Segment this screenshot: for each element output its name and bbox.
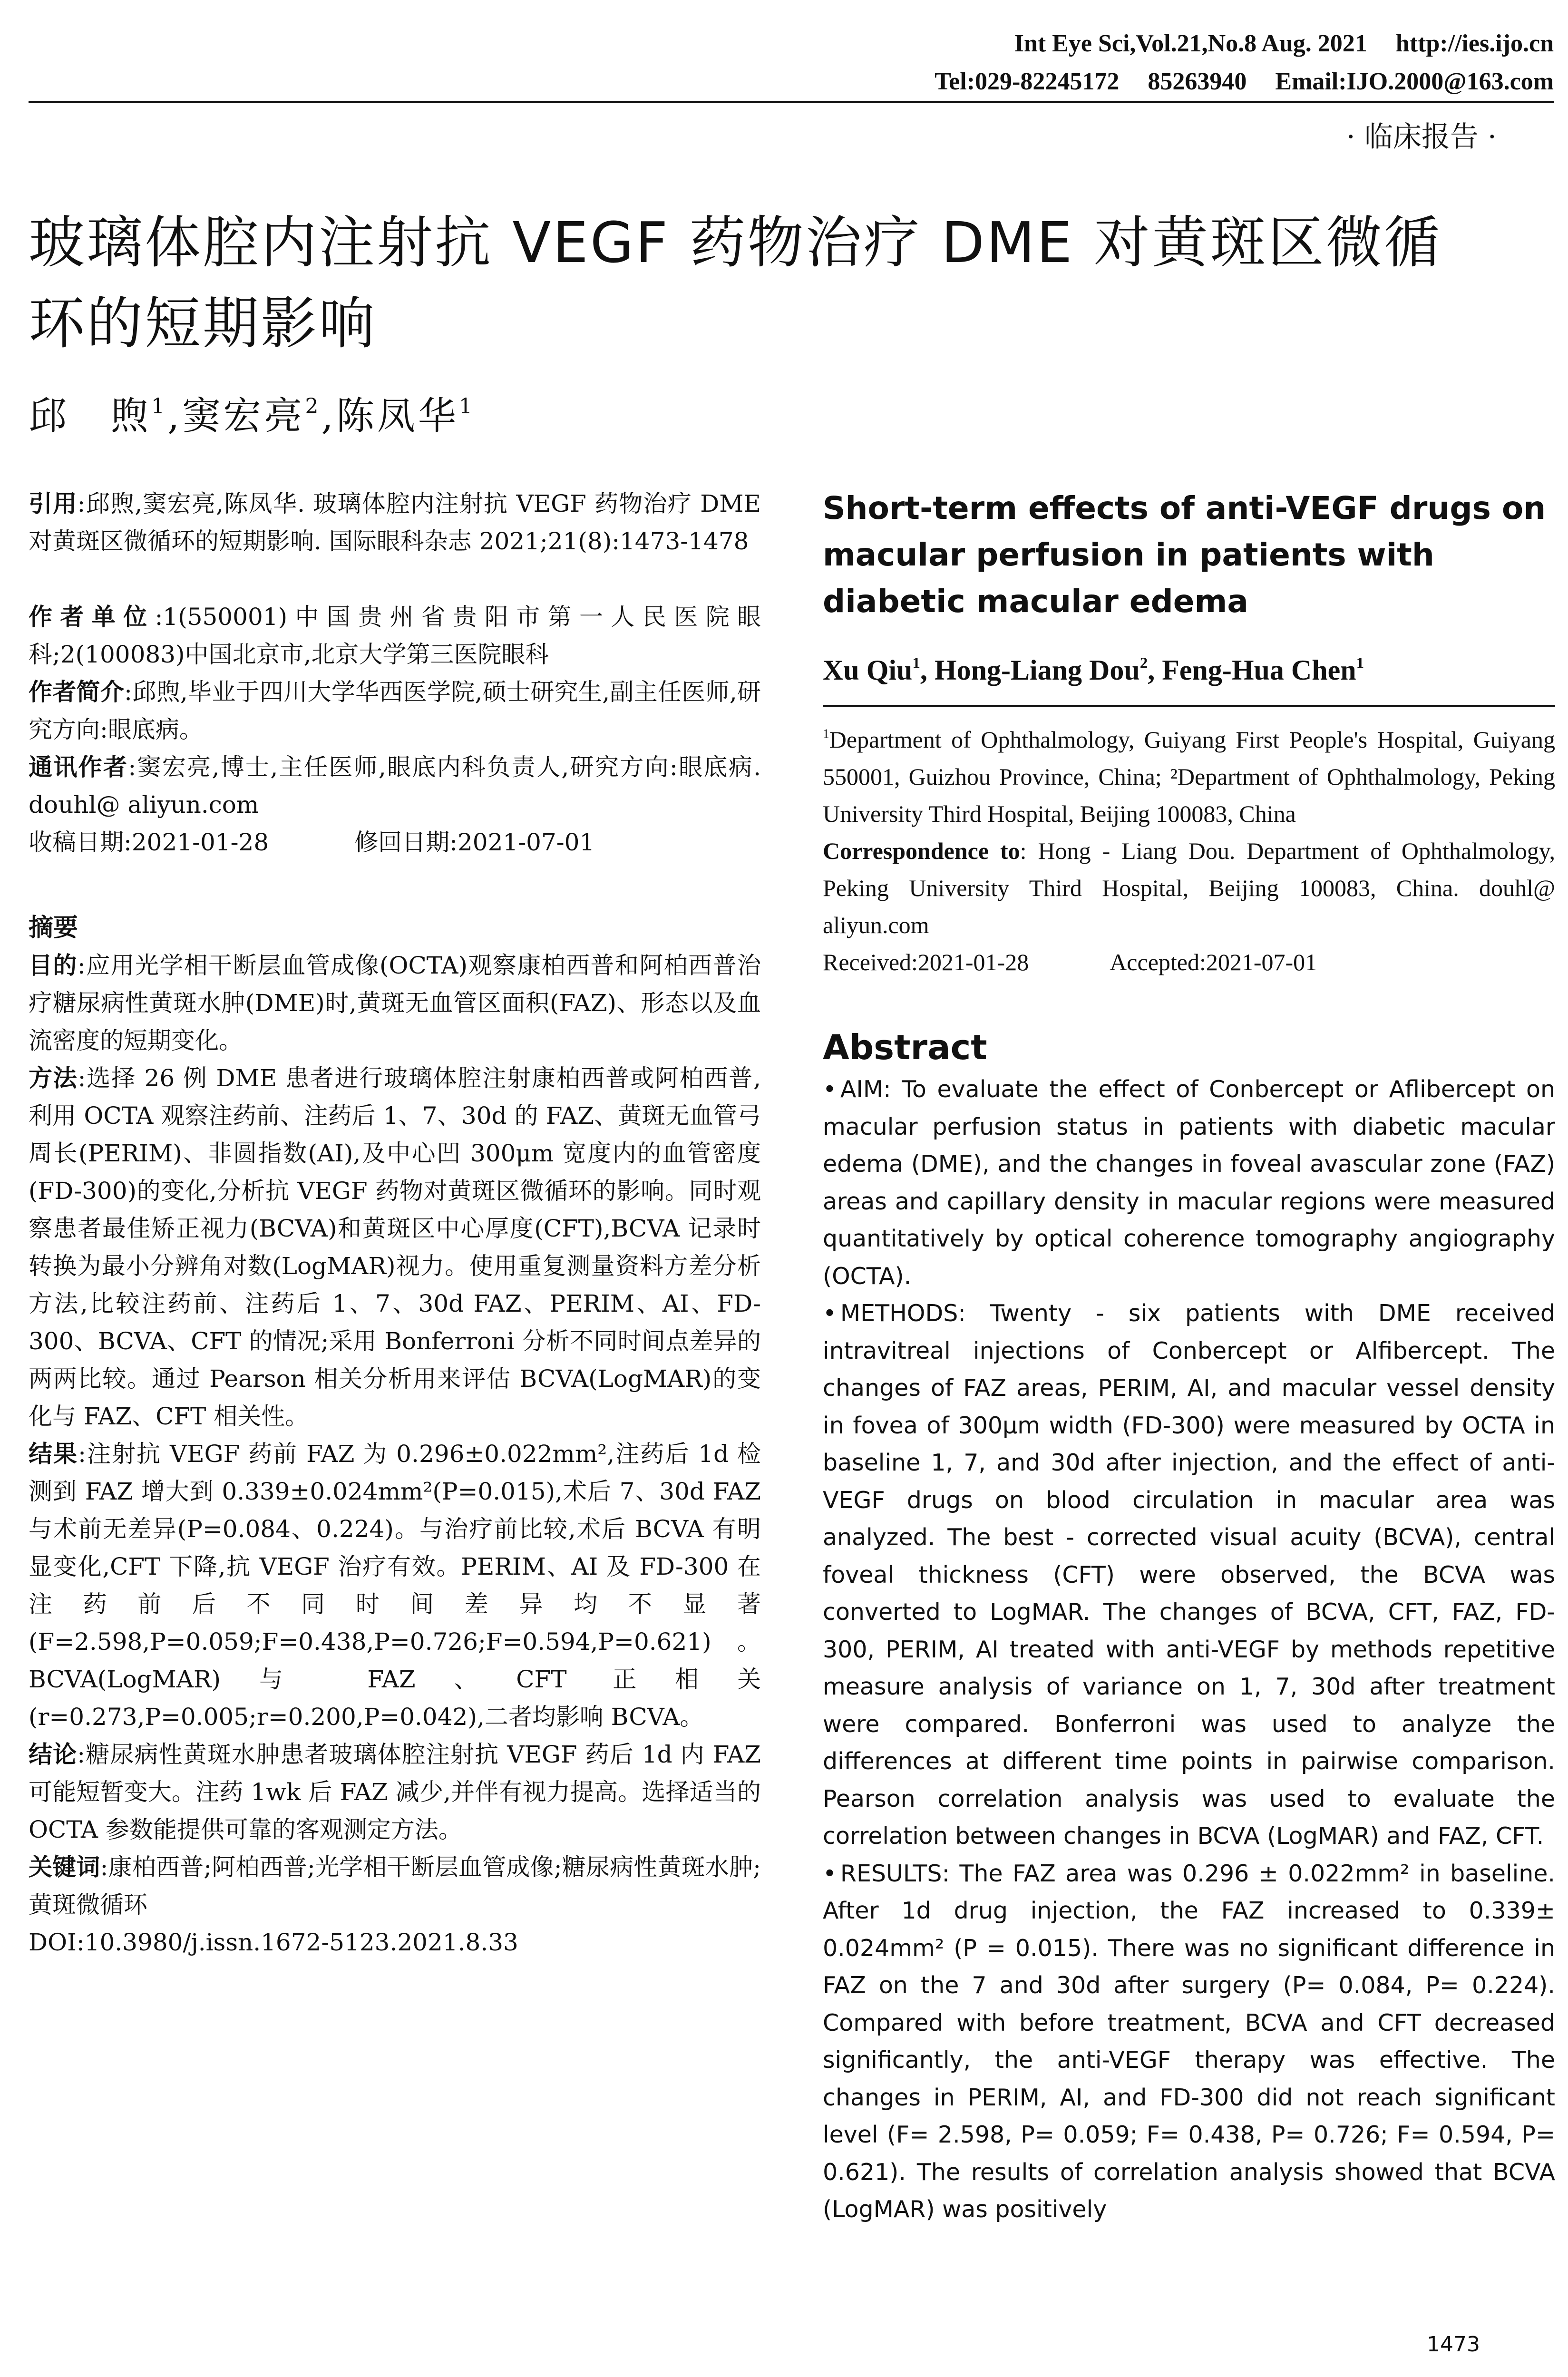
corr-label: 通讯作者 bbox=[29, 753, 128, 781]
en-author-2: Hong-Liang Dou bbox=[934, 654, 1140, 686]
english-affiliation bbox=[823, 721, 1555, 832]
corr-text: :窦宏亮,博士,主任医师,眼底内科负责人,研究方向:眼底病. douhl@ aliyun.com bbox=[29, 753, 761, 818]
abstract-results-cn bbox=[29, 1435, 761, 1736]
keywords-cn bbox=[29, 1849, 761, 1924]
abstract-aim-en bbox=[823, 1071, 1555, 1295]
methods-label: 方法 bbox=[29, 1064, 78, 1092]
english-affil-text: Department of Ophthalmology, Guiyang First People's Hospital, Guiyang 550001, Guizhou Province, China; ²Department of Ophthalmology, Peking University Third Hospital, Beijing 100083, China bbox=[823, 726, 1555, 827]
english-title: Short-term effects of anti-VEGF drugs on macular perfusion in patients with diabetic macular edema bbox=[823, 490, 1546, 620]
conclusion-text: :糖尿病性黄斑水肿患者玻璃体腔注射抗 VEGF 药后 1d 内 FAZ 可能短暂变大。注药 1wk 后 FAZ 减少,并伴有视力提高。选择适当的 OCTA 参数能提供可靠的客观测定方法。 bbox=[29, 1741, 761, 1843]
author-affiliation bbox=[29, 598, 761, 673]
abstract-methods-en bbox=[823, 1295, 1555, 1855]
corresponding-author bbox=[29, 749, 761, 824]
author-3: 陈凤华 bbox=[336, 394, 459, 438]
author-1-sup: 1 bbox=[151, 394, 167, 419]
received-date-en: Received:2021-01-28 bbox=[823, 949, 1029, 975]
english-dates bbox=[823, 944, 1555, 981]
abstract-conclusion-cn bbox=[29, 1736, 761, 1849]
en-author-3: Feng-Hua Chen bbox=[1162, 654, 1356, 686]
citation-text: :邱煦,窦宏亮,陈凤华. 玻璃体腔内注射抗 VEGF 药物治疗 DME 对黄斑区微循环的短期影响. 国际眼科杂志 2021;21(8):1473-1478 bbox=[29, 490, 761, 555]
doi: DOI:10.3980/j.issn.1672-5123.2021.8.33 bbox=[29, 1929, 518, 1956]
author-bio bbox=[29, 673, 761, 749]
abstract-heading-en: Abstract bbox=[823, 1027, 987, 1067]
bullet-icon: • bbox=[823, 1860, 837, 1887]
bio-label: 作者简介 bbox=[29, 678, 125, 706]
aim-label: 目的 bbox=[29, 952, 78, 979]
bullet-icon: • bbox=[823, 1076, 837, 1103]
aim-en-text: AIM: To evaluate the effect of Conbercept or Aflibercept on macular perfusion status in patients with diabetic macular edema (DME), and the changes in foveal avascular zone (FAZ) areas and capillary density in macular regions were measured quantitatively by optical coherence tomography angiography (OCTA). bbox=[823, 1076, 1555, 1290]
en-author-1: Xu Qiu bbox=[823, 654, 913, 686]
page-number: 1473 bbox=[1427, 2332, 1480, 2357]
dates bbox=[29, 824, 761, 861]
en-author-2-sup: 2 bbox=[1139, 654, 1148, 672]
received-date: 收稿日期:2021-01-28 bbox=[29, 828, 269, 856]
running-header bbox=[906, 25, 1554, 101]
methods-en-text: METHODS: Twenty - six patients with DME received intravitreal injections of Conbercept or Alfibercept. The changes of FAZ areas, PERIM, AI, and macular vessel density in fovea of 300μm width (FD-300) were measured by OCTA in baseline 1, 7, and 30d after injection, and the effect of anti-VEGF drugs on blood circulation in macular area was analyzed. The best - corrected visual acuity (BCVA), central foveal thickness (CFT) were observed, the BCVA was converted to LogMAR. The changes of BCVA, CFT, FAZ, FD-300, PERIM, AI treated with anti-VEGF by methods repetitive measure analysis of variance on 1, 7, 30d after treatment were compared. Bonferroni was used to analyze the differences at different time points in pairwise comparison. Pearson correlation analysis was used to evaluate the correlation between changes in BCVA (LogMAR) and FAZ, CFT. bbox=[823, 1300, 1555, 1850]
affil-label: 作者单位 bbox=[29, 603, 155, 631]
journal-tel: Tel:029-82245172 bbox=[935, 68, 1120, 95]
authors-english: Xu Qiu$^1$, Hong-Liang Dou$^2$, Feng-Hua Chen$^1$ bbox=[823, 654, 1364, 686]
en-author-3-sup: 1 bbox=[1356, 654, 1364, 672]
journal-email: Email:IJO.2000@163.com bbox=[1275, 68, 1554, 95]
results-en-text: RESULTS: The FAZ area was 0.296 ± 0.022mm² in baseline. After 1d drug injection, the FAZ increased to 0.339± 0.024mm² (P = 0.015). There was no significant difference in FAZ on the 7 and 30d after surgery (P= 0.084, P= 0.224). Compared with before treatment, BCVA and CFT decreased significantly, the anti-VEGF therapy was effective. The changes in PERIM, AI, and FD-300 did not reach significant level (F= 2.598, P= 0.059; F= 0.438, P= 0.726; F= 0.594, P= 0.621). The results of correlation analysis showed that BCVA (LogMAR) was positively bbox=[823, 1860, 1555, 2223]
authors-chinese: 邱 煦$^1$,窦宏亮$^2$,陈凤华$^1$ bbox=[29, 394, 475, 438]
english-correspondence bbox=[823, 832, 1555, 944]
citation-label: 引用 bbox=[29, 490, 78, 517]
journal-url: http://ies.ijo.cn bbox=[1395, 30, 1554, 57]
correspondence-text: : Hong - Liang Dou. Department of Ophthalmology, Peking University Third Hospital, Beijing 100083, China. douhl@ aliyun.com bbox=[823, 838, 1555, 938]
abstract-aim-cn bbox=[29, 947, 761, 1060]
conclusion-label: 结论 bbox=[29, 1741, 78, 1768]
bullet-icon: • bbox=[823, 1300, 837, 1327]
affil-sup: 1 bbox=[823, 726, 829, 741]
accepted-date-en: Accepted:2021-07-01 bbox=[1110, 949, 1317, 975]
left-column bbox=[29, 485, 761, 1961]
header-rule bbox=[29, 101, 1554, 103]
author-3-sup: 1 bbox=[458, 394, 475, 419]
affil-text: :1(550001)中国贵州省贵阳市第一人民医院眼科;2(100083)中国北京市,北京大学第三医院眼科 bbox=[29, 603, 761, 668]
bio-text: :邱煦,毕业于四川大学华西医学院,硕士研究生,副主任医师,研究方向:眼底病。 bbox=[29, 678, 761, 743]
author-1: 邱 煦 bbox=[29, 394, 151, 438]
en-author-1-sup: 1 bbox=[912, 654, 920, 672]
methods-text: :选择 26 例 DME 患者进行玻璃体腔注射康柏西普或阿柏西普, 利用 OCTA 观察注药前、注药后 1、7、30d 的 FAZ、黄斑无血管弓周长(PERIM)、非圆指数(AI),及中心凹 300μm 宽度内的血管密度(FD-300)的变化,分析抗 VEGF 药物对黄斑区微循环的影响。同时观察患者最佳矫正视力(BCVA)和黄斑区中心厚度(CFT),BCVA 记录时转换为最小分辨角对数(LogMAR)视力。使用重复测量资料方差分析方法,比较注药前、注药后 1、7、30d FAZ、PERIM、AI、FD-300、BCVA、CFT 的情况;采用 Bonferroni 分析不同时间点差异的两两比较。通过 Pearson 相关分析用来评估 BCVA(LogMAR)的变化与 FAZ、CFT 相关性。 bbox=[29, 1064, 761, 1430]
revised-date: 修回日期:2021-07-01 bbox=[354, 828, 595, 856]
english-authors-rule bbox=[823, 705, 1555, 707]
abstract-results-en bbox=[823, 1855, 1555, 2229]
section-label: · 临床报告 · bbox=[1346, 120, 1497, 154]
abstract-methods-cn bbox=[29, 1060, 761, 1435]
title-line-2: 环的短期影响 bbox=[29, 291, 377, 356]
article-title bbox=[29, 202, 1560, 364]
results-text: :注射抗 VEGF 药前 FAZ 为 0.296±0.022mm²,注药后 1d 检测到 FAZ 增大到 0.339±0.024mm²(P=0.015),术后 7、30d FAZ 与术前无差异(P=0.084、0.224)。与治疗前比较,术后 BCVA 有明显变化,CFT 下降,抗 VEGF 治疗有效。PERIM、AI 及 FD-300 在注药前后不同时间差异均不显著(F=2.598,P=0.059;F=0.438,P=0.726;F=0.594,P=0.621)。BCVA(LogMAR)与 FAZ、CFT 正相关(r=0.273,P=0.005;r=0.200,P=0.042),二者均影响 BCVA。 bbox=[29, 1440, 761, 1731]
journal-tel2: 85263940 bbox=[1148, 68, 1247, 95]
title-line-1: 玻璃体腔内注射抗 VEGF 药物治疗 DME 对黄斑区微循 bbox=[29, 210, 1442, 275]
author-2-sup: 2 bbox=[305, 394, 321, 419]
abstract-heading-cn: 摘要 bbox=[29, 914, 78, 942]
correspondence-label: Correspondence to bbox=[823, 838, 1020, 864]
aim-text: :应用光学相干断层血管成像(OCTA)观察康柏西普和阿柏西普治疗糖尿病性黄斑水肿(DME)时,黄斑无血管区面积(FAZ)、形态以及血流密度的短期变化。 bbox=[29, 952, 761, 1054]
author-2: 窦宏亮 bbox=[182, 394, 305, 438]
keywords-text: :康柏西普;阿柏西普;光学相干断层血管成像;糖尿病性黄斑水肿;黄斑微循环 bbox=[29, 1853, 761, 1919]
results-label: 结果 bbox=[29, 1440, 78, 1468]
keywords-label: 关键词 bbox=[29, 1853, 100, 1881]
journal-citation: Int Eye Sci,Vol.21,No.8 Aug. 2021 bbox=[1014, 30, 1367, 57]
citation bbox=[29, 485, 761, 560]
right-column bbox=[823, 485, 1555, 2229]
